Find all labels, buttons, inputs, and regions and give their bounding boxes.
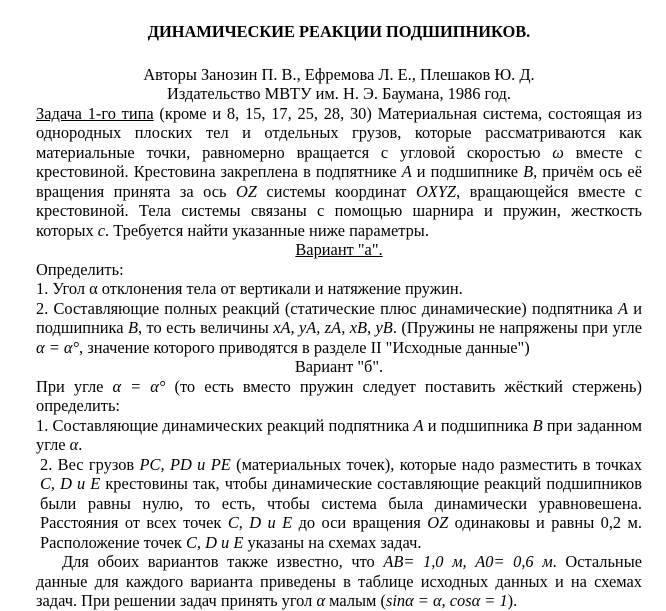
item-text: одинаковы и равны 0,2 м. Расположение точек (40, 513, 643, 552)
task-text: вместе с крестовиной. Крестовина закреплена в подпятнике (36, 142, 642, 181)
weights-variables: PC, PD и PE (139, 454, 231, 474)
item-text: (то есть вместо пружин следует поставить жёсткий стержень) определить: (36, 376, 642, 415)
authors-line: Авторы Занозин П. В., Ефремова Л. Е., Плешаков Ю. Д. (143, 64, 535, 84)
point-b-label: B (127, 318, 138, 337)
task-text: Материальная система, состоящая из однородных плоских тел и отдельных грузов, которые рассматриваются как материальные точки, равномерно вращается с угловой скоростью (36, 103, 642, 162)
omega-symbol: ω (552, 142, 564, 162)
variant-a-heading: Вариант "а". (295, 240, 383, 259)
variant-b-intro (36, 377, 642, 416)
task-exceptions: (кроме и 8, 15, 17, 25, 28, 30) (153, 103, 378, 123)
item-text: указаны на схемах задач. (243, 532, 422, 552)
stiffness-symbol: c (97, 220, 106, 240)
item-text: и подшипника (423, 415, 533, 435)
task-text: и подшипнике (411, 162, 524, 181)
variant-a-determine: Определить: (36, 259, 124, 279)
task-description (36, 104, 642, 241)
points-cde: C, D и E (40, 474, 101, 493)
alpha-symbol: α (316, 591, 326, 610)
publisher-line: Издательство МВТУ им. Н. Э. Баумана, 1986 год. (166, 84, 511, 103)
item-text: . (78, 435, 83, 454)
task-text: системы координат (256, 181, 416, 201)
item-text: (материальных точек), которые надо разместить в точках (230, 454, 643, 474)
task-text: , вращающейся вместе с крестовиной. Тела системы связаны с помощью шарнира и пружин, жесткость которых (36, 181, 642, 240)
alpha-symbol: α (69, 435, 79, 454)
item-text: и подшипника (36, 298, 643, 337)
item-text: . Остальные данные для каждого варианта приведены в таблице исходных данных и на схемах задач. При решении задач принять угол (36, 552, 642, 610)
distances-expression: AB= 1,0 м, A0= 0,6 м (383, 552, 553, 571)
item-text: крестовины так, чтобы динамические составляющие реакций подшипников были равны нулю, то есть, чтобы система была динамически уравновешена. Расстояния от всех точек (40, 474, 642, 532)
points-cde: C, D и E (185, 532, 244, 552)
variant-a-item-1: 1. Угол α отклонения тела от вертикали и натяжение пружин. (36, 279, 463, 298)
reaction-variables: xA, yA, zA, xB, yB (273, 318, 393, 337)
alpha-expression: α = α° (36, 337, 80, 357)
closing-paragraph (36, 552, 642, 611)
item-text: ). (507, 591, 518, 610)
document-title: ДИНАМИЧЕСКИЕ РЕАКЦИИ ПОДШИПНИКОВ. (147, 22, 531, 41)
task-label: Задача 1-го типа (36, 103, 154, 123)
variant-b-heading: Вариант "б". (294, 357, 384, 376)
point-a-label: A (401, 162, 412, 181)
item-text: При угле (36, 376, 113, 396)
item-text: , значение которого приводятся в разделе II "Исходные данные") (79, 337, 530, 357)
small-angle-expression: sinα = α, cosα = 1 (385, 591, 508, 610)
alpha-expression: α = α° (112, 376, 166, 396)
item-text: . (Пружины не напряжены при угле (392, 318, 642, 337)
coords-oxyz-label: OXYZ (415, 181, 457, 201)
point-b-label: B (532, 415, 543, 435)
points-cde: C, D и E (227, 513, 293, 532)
variant-b-item-1 (36, 416, 642, 455)
item-text: 2. Составляющие полных реакций (статические плюс динамические) подпятника (36, 298, 619, 318)
axis-oz-label: OZ (427, 513, 449, 532)
variant-b-item-2 (40, 455, 642, 553)
task-text: . Требуется найти указанные ниже параметры. (105, 220, 429, 240)
item-text: при заданном угле (36, 415, 642, 454)
axis-oz-label: OZ (235, 181, 257, 201)
point-a-label: A (413, 415, 424, 435)
task-text: , причём ось её вращения принята за ось (36, 162, 642, 201)
item-text: , то есть величины (137, 318, 274, 337)
variant-a-item-2 (36, 299, 642, 358)
point-b-label: B (523, 162, 534, 181)
item-text: до оси вращения (292, 513, 428, 532)
item-text: 1. Составляющие динамических реакций подпятника (36, 415, 414, 435)
item-text: Для обоих вариантов также известно, что (62, 552, 384, 571)
point-a-label: A (618, 298, 629, 318)
item-text: малым ( (325, 591, 386, 610)
item-text: 2. Вес грузов (40, 454, 140, 474)
